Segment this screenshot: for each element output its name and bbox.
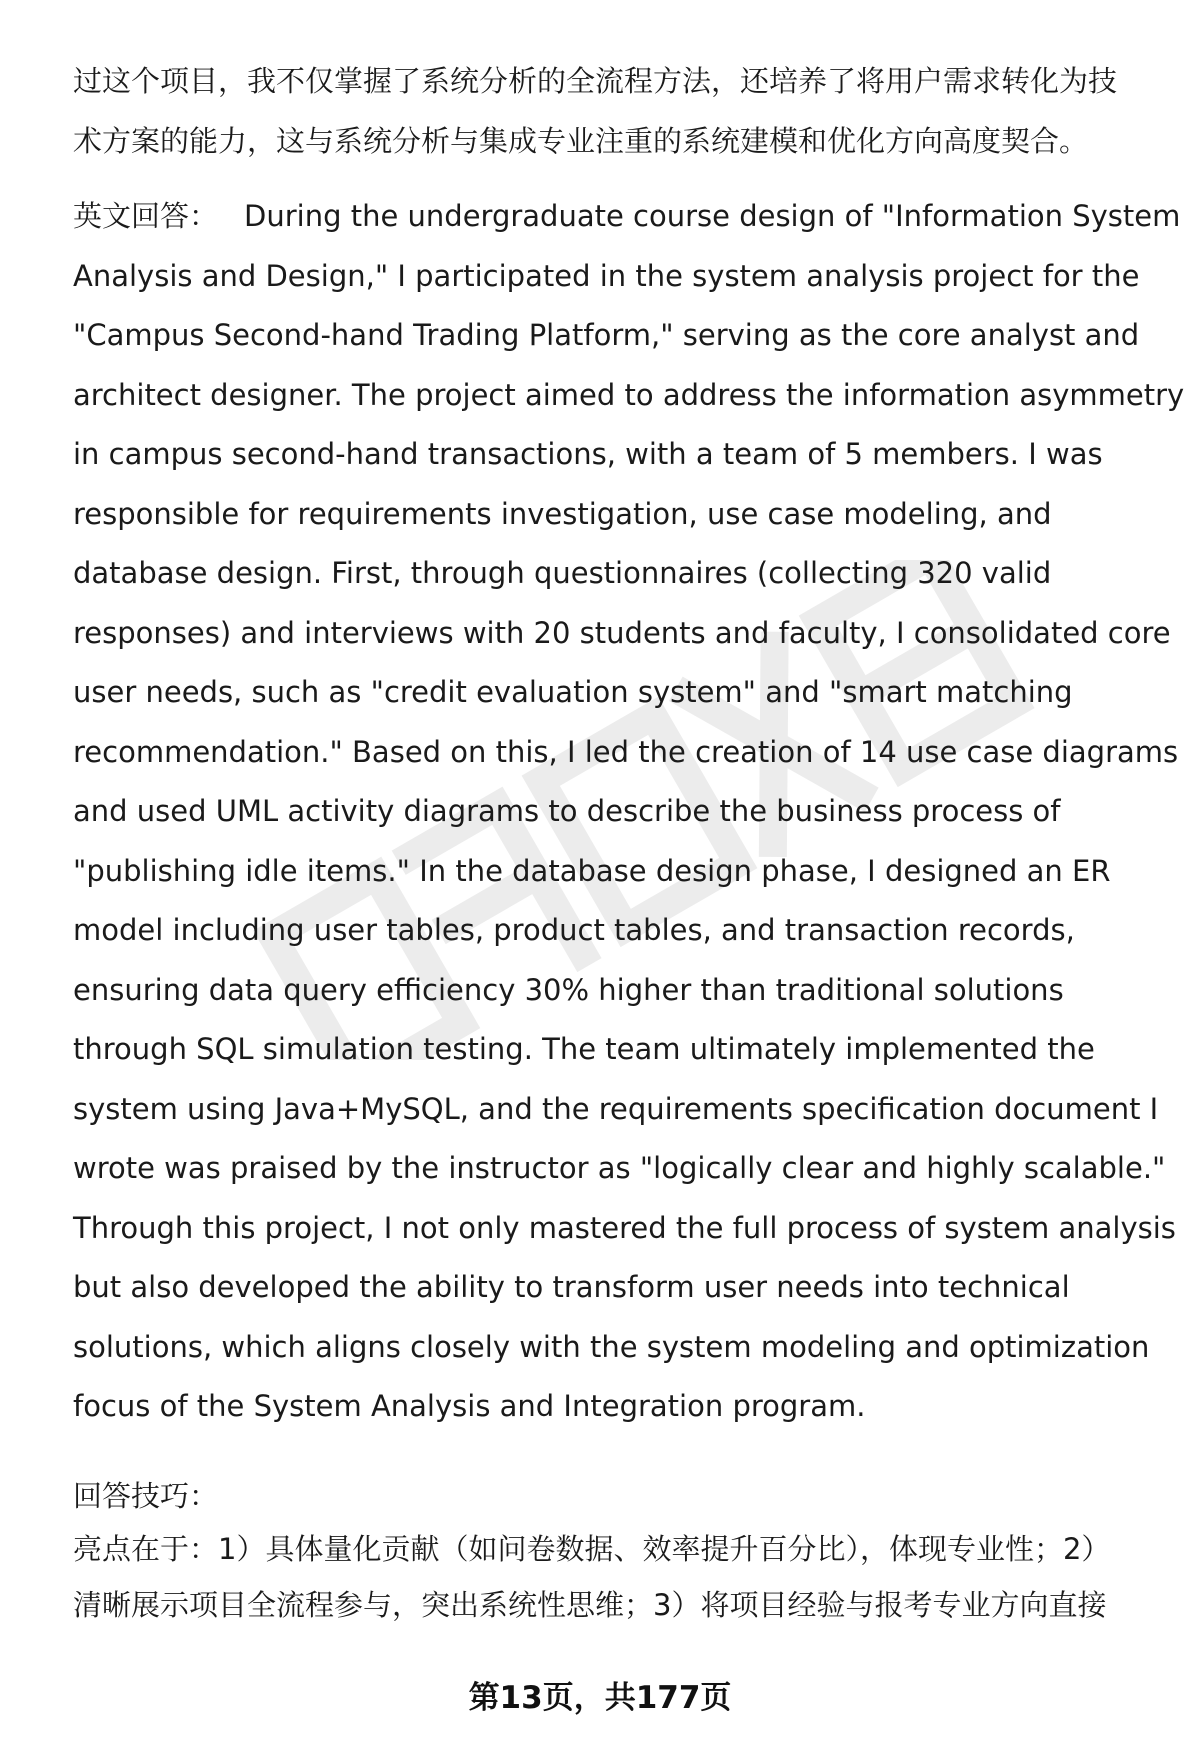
- english-line: user needs, such as "credit evaluation system" and "smart matching: [73, 675, 1073, 709]
- tips-line-1: 亮点在于：1）具体量化贡献（如问卷数据、效率提升百分比），体现专业性；2）: [73, 1531, 1111, 1566]
- english-line: architect designer. The project aimed to address the information asymmetry: [73, 377, 1185, 412]
- tips-body: [73, 1521, 1153, 1633]
- english-answer-line: [73, 187, 1181, 247]
- chinese-line-2: 术方案的能力，这与系统分析与集成专业注重的系统建模和优化方向高度契合。: [73, 123, 1089, 158]
- english-line: responsible for requirements investigation, use case modeling, and: [73, 496, 1052, 531]
- english-line: responses) and interviews with 20 students and faculty, I consolidated core: [73, 615, 1171, 650]
- chinese-line-1: 过这个项目，我不仅掌握了系统分析的全流程方法，还培养了将用户需求转化为技: [73, 64, 1118, 98]
- english-line: During the undergraduate course design of "Information System: [244, 199, 1181, 233]
- english-line: Through this project, I not only mastered the full process of system analysis: [73, 1210, 1176, 1245]
- tips-line-2: 清晰展示项目全流程参与，突出系统性思维；3）将项目经验与报考专业方向直接: [73, 1587, 1107, 1622]
- english-line: solutions, which aligns closely with the system modeling and optimization: [73, 1329, 1150, 1364]
- english-line: database design. First, through questionnaires (collecting 320 valid: [73, 556, 1052, 590]
- english-line: recommendation." Based on this, I led the creation of 14 use case diagrams: [73, 734, 1179, 769]
- english-line: "publishing idle items." In the database design phase, I designed an ER: [73, 853, 1111, 888]
- english-answer: [73, 187, 1185, 1437]
- english-line: model including user tables, product tables, and transaction records,: [73, 913, 1075, 947]
- document-content: [73, 52, 1185, 1633]
- english-answer-label: 英文回答：: [73, 199, 219, 233]
- chinese-paragraph-top: [73, 52, 1153, 171]
- english-line: ensuring data query efficiency 30% higher than traditional solutions: [73, 972, 1064, 1007]
- english-line: and used UML activity diagrams to describe the business process of: [73, 794, 1061, 828]
- english-line: wrote was praised by the instructor as "logically clear and highly scalable.": [73, 1151, 1166, 1185]
- page-number: 第13页，共177页: [468, 1680, 732, 1716]
- english-line: system using Java+MySQL, and the requirements specification document I: [73, 1091, 1159, 1126]
- tips-heading: 回答技巧：: [73, 1478, 219, 1513]
- english-line: "Campus Second-hand Trading Platform," serving as the core analyst and: [73, 318, 1140, 352]
- english-line: through SQL simulation testing. The team ultimately implemented the: [73, 1032, 1095, 1066]
- english-line: but also developed the ability to transform user needs into technical: [73, 1270, 1070, 1304]
- english-line: Analysis and Design," I participated in the system analysis project for the: [73, 258, 1140, 293]
- english-line: in campus second-hand transactions, with a team of 5 members. I was: [73, 437, 1103, 471]
- english-line: focus of the System Analysis and Integration program.: [73, 1389, 866, 1423]
